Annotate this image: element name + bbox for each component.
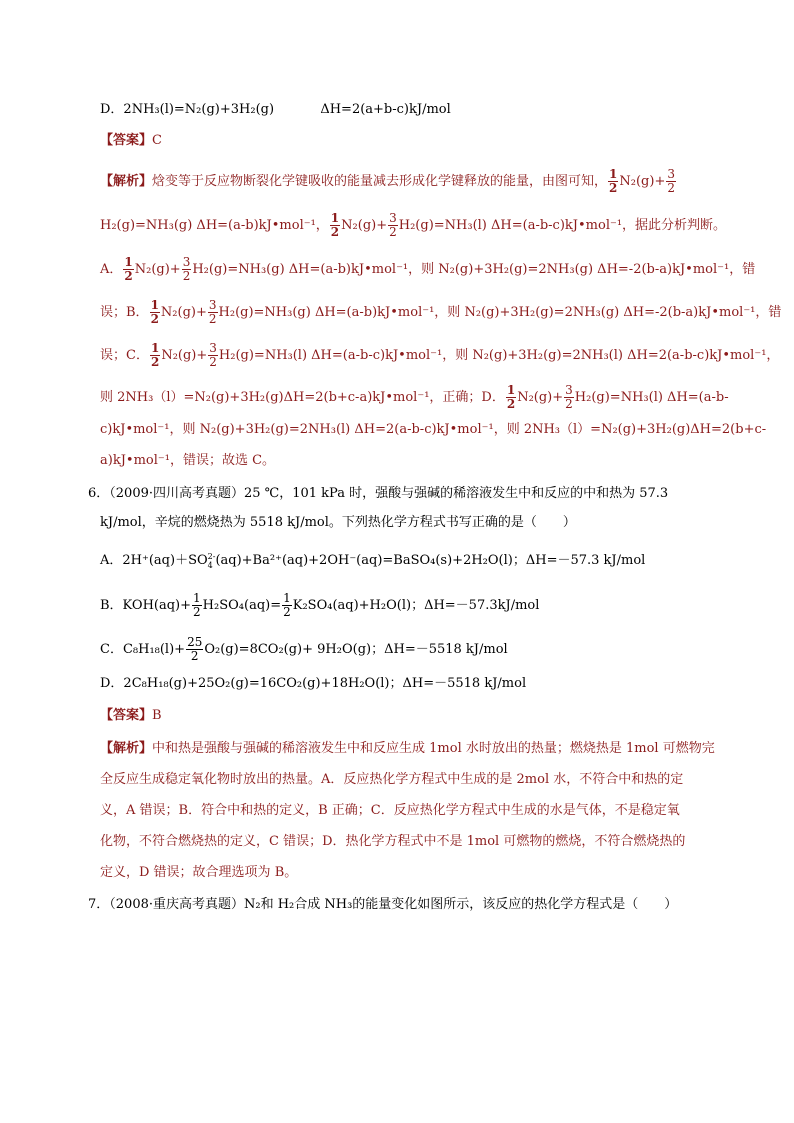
q6-stem-line-2: kJ/mol，辛烷的燃烧热为 5518 kJ/mol。下列热化学方程式书写正确的是（ ）	[100, 515, 576, 530]
q5-analysis-line-4: 误；B． $\frac{1}{2}$ N₂(g)+ $\frac{3}{2}$ H₂(g)=NH₃(g) ΔH=(a-b)kJ•mol⁻¹，则 N₂(g)+3H₂(g)=2NH₃(g) ΔH=-2(b-a)kJ•mol⁻¹，错	[100, 298, 782, 326]
q6-answer: 【答案】B	[100, 708, 162, 723]
q6-analysis-line-5: 定义，D 错误；故合理选项为 B。	[100, 865, 298, 880]
q6-option-a: A．2H⁺(aq)＋SO 2- 4 (aq)+Ba²⁺(aq)+2OH⁻(aq)=BaSO₄(s)+2H₂O(l)；ΔH=－57.3 kJ/mol	[100, 551, 646, 570]
q5-option-d: D．2NH₃(l)=N₂(g)+3H₂(g) ΔH=2(a+b-c)kJ/mol	[100, 102, 451, 117]
fraction: $\frac{3}{2}$	[667, 167, 675, 195]
q5-analysis-line-6: 则 2NH₃（l）=N₂(g)+3H₂(g)ΔH=2(b+c-a)kJ•mol⁻¹，正确；D． $\frac{1}{2}$ N₂(g)+ $\frac{3}{2}$ H₂(g)=NH₃(l) ΔH=(a-b-	[100, 383, 729, 411]
q5-analysis-line-3: A． $\frac{1}{2}$ N₂(g)+ $\frac{3}{2}$ H₂(g)=NH₃(g) ΔH=(a-b)kJ•mol⁻¹，则 N₂(g)+3H₂(g)=2NH₃(g) ΔH=-2(b-a)kJ•mol⁻¹，错	[100, 255, 756, 283]
q7-stem: 7．（2008·重庆高考真题）N₂和 H₂合成 NH₃的能量变化如图所示，该反应的热化学方程式是（ ）	[88, 897, 678, 912]
q6-analysis-line-1: 【解析】中和热是强酸与强碱的稀溶液发生中和反应生成 1mol 水时放出的热量；燃烧热是 1mol 可燃物完	[100, 741, 715, 756]
sulfate-ion: SO	[188, 553, 208, 568]
q6-option-c: C．C₈H₁₈(l)+ $\frac{25}{2}$ O₂(g)=8CO₂(g)+ 9H₂O(g)；ΔH=－5518 kJ/mol	[100, 635, 508, 663]
q6-stem-line-1: 6．（2009·四川高考真题）25 ℃，101 kPa 时，强酸与强碱的稀溶液发生中和反应的中和热为 57.3	[88, 486, 669, 501]
q6-analysis-line-3: 义，A 错误；B．符合中和热的定义，B 正确；C．反应热化学方程式中生成的水是气体，不是稳定氧	[100, 803, 680, 818]
q5-analysis-line-8: a)kJ•mol⁻¹，错误；故选 C。	[100, 453, 276, 468]
q6-option-d: D．2C₈H₁₈(g)+25O₂(g)=16CO₂(g)+18H₂O(l)；ΔH=－5518 kJ/mol	[100, 676, 527, 691]
q6-option-b: B．KOH(aq)+ $\frac{1}{2}$ H₂SO₄(aq)= $\frac{1}{2}$ K₂SO₄(aq)+H₂O(l)；ΔH=－57.3kJ/mol	[100, 591, 540, 619]
q5-analysis-line-1: 【解析】焓变等于反应物断裂化学键吸收的能量减去形成化学键释放的能量，由图可知， $\frac{1}{2}$ N₂(g)+ $\frac{3}{2}$	[100, 167, 675, 195]
q6-analysis-line-2: 全反应生成稳定氧化物时放出的热量。A．反应热化学方程式中生成的是 2mol 水，不符合中和热的定	[100, 772, 684, 787]
q6-analysis-line-4: 化物，不符合燃烧热的定义，C 错误；D．热化学方程式中不是 1mol 可燃物的燃烧，不符合燃烧热的	[100, 834, 686, 849]
q5-analysis-line-2: H₂(g)=NH₃(g) ΔH=(a-b)kJ•mol⁻¹， $\frac{1}{2}$ N₂(g)+ $\frac{3}{2}$ H₂(g)=NH₃(l) ΔH=(a-b-c)kJ•mol⁻¹，据此分析判断。	[100, 211, 727, 239]
q5-analysis-line-7: c)kJ•mol⁻¹，则 N₂(g)+3H₂(g)=2NH₃(l) ΔH=2(a-b-c)kJ•mol⁻¹，则 2NH₃（l）=N₂(g)+3H₂(g)ΔH=2(b+c-	[100, 422, 767, 437]
q5-answer: 【答案】C	[100, 133, 162, 148]
fraction: $\frac{1}{2}$	[609, 167, 618, 195]
q5-analysis-line-5: 误；C． $\frac{1}{2}$ N₂(g)+ $\frac{3}{2}$ H₂(g)=NH₃(l) ΔH=(a-b-c)kJ•mol⁻¹，则 N₂(g)+3H₂(g)=2NH₃(l) ΔH=2(a-b-c)kJ•mol⁻¹，	[100, 341, 780, 369]
